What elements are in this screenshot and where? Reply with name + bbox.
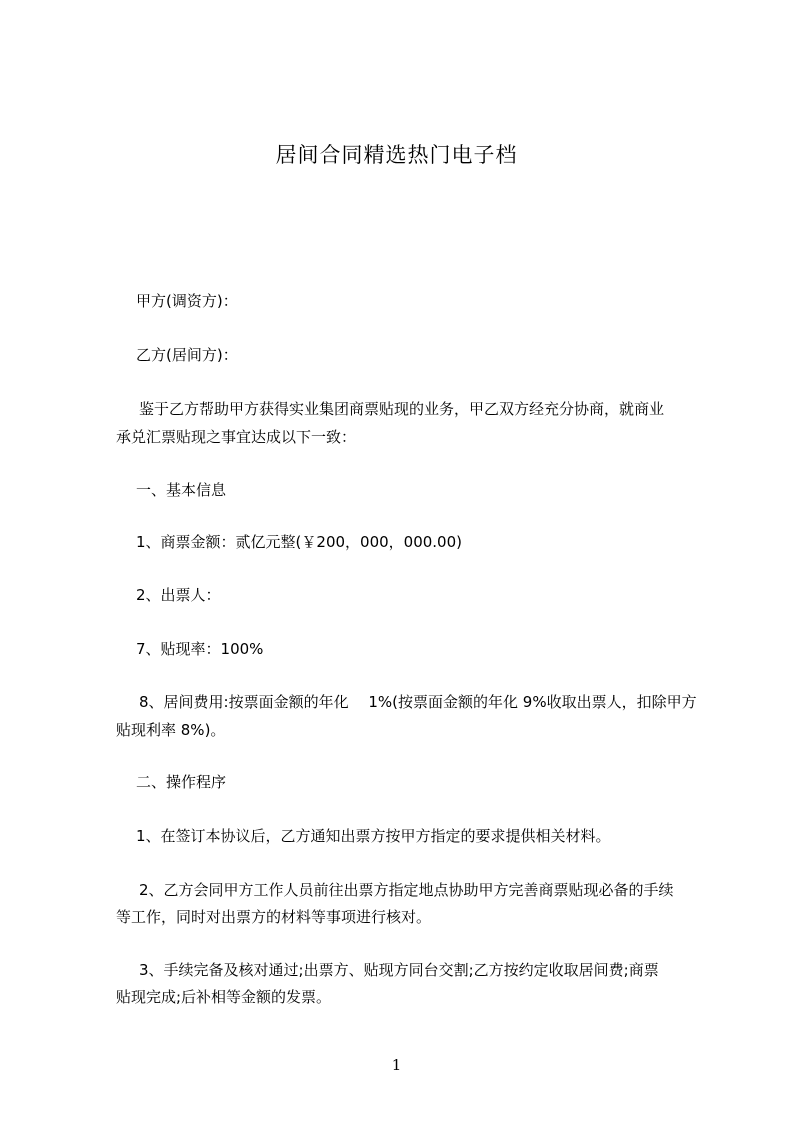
document-title: 居间合同精选热门电子档 [275, 143, 518, 167]
section-1-heading: 一、基本信息 [136, 481, 227, 499]
step-3-line-1: 3、手续完备及核对通过;出票方、贴现方同台交割;乙方按约定收取居间费;商票 [139, 961, 659, 979]
party-b-line: 乙方(居间方)： [136, 346, 238, 364]
section-2-heading: 二、操作程序 [136, 773, 227, 791]
item-discount-rate: 7、贴现率：100% [136, 640, 264, 658]
party-a-line: 甲方(调资方)： [136, 292, 238, 310]
step-2-line-1: 2、乙方会同甲方工作人员前往出票方指定地点协助甲方完善商票贴现必备的手续 [139, 881, 674, 899]
page-number: 1 [391, 1056, 402, 1074]
item-fee-line-2: 贴现利率 8%)。 [116, 721, 226, 739]
step-1: 1、在签订本协议后，乙方通知出票方按甲方指定的要求提供相关材料。 [136, 827, 611, 845]
item-fee-line-1: 8、居间费用:按票面金额的年化 1%(按票面金额的年化 9%收取出票人，扣除甲方 [139, 693, 697, 711]
preamble-line-2: 承兑汇票贴现之事宜达成以下一致： [116, 428, 357, 446]
item-amount: 1、商票金额：贰亿元整(￥200，000，000.00) [136, 533, 462, 551]
step-3-line-2: 贴现完成;后补相等金额的发票。 [116, 988, 332, 1006]
preamble-line-1: 鉴于乙方帮助甲方获得实业集团商票贴现的业务，甲乙双方经充分协商，就商业 [139, 400, 665, 418]
item-drawer: 2、出票人： [136, 586, 221, 604]
step-2-line-2: 等工作，同时对出票方的材料等事项进行核对。 [116, 908, 432, 926]
